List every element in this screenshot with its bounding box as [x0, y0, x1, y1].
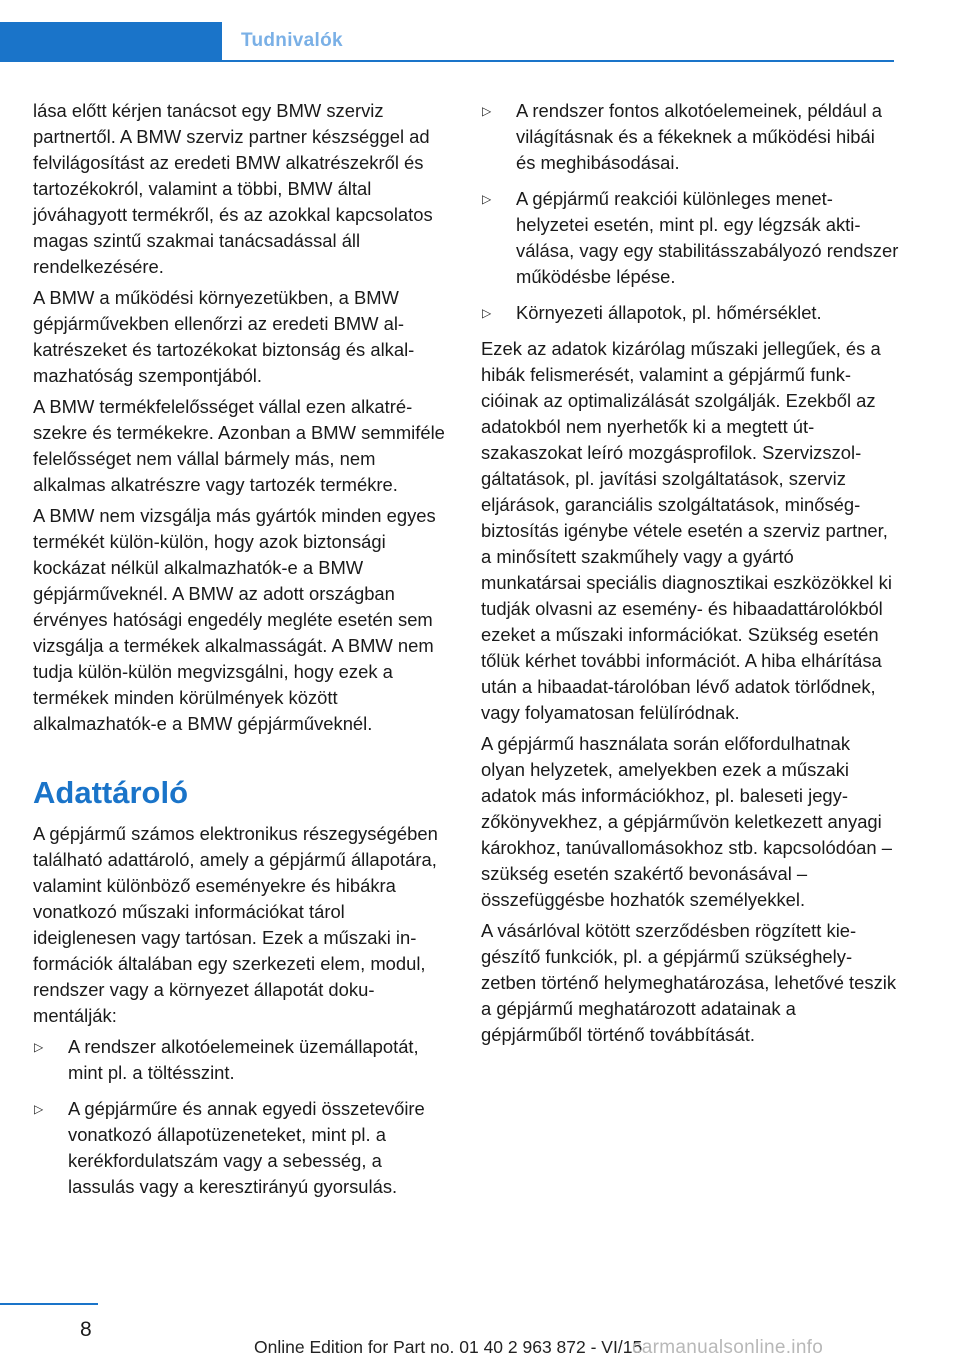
paragraph: Ezek az adatok kizárólag műszaki jellegűek, és a hibák felismerését, valamint a gépjármű funkcióinak az optimalizálását szolgálják. Ezekből az adatokból nem nyerhetők ki a megtett útszakaszokat leíró mozgásprofilok. Szervizszolgáltatások, pl. javítási szolgáltatások, szerviz eljárások, garanciális szolgáltatások, minőségbiztosítás igénybe vétele esetén a szerviz partner, a minősített szakműhely vagy a gyártó munkatársai speciális diagnosztikai eszközökkel ki tudják olvasni az esemény- és hibaadattárolókból ezeket a műszaki információkat. Szükség esetén tőlük kérhet további információt. A hiba elhárítása után a hibaadat-tárolóban lévő adatok törlődnek, vagy folyamatosan felülíródnak. [481, 338, 892, 723]
header-accent-bar [0, 22, 222, 62]
list-item [481, 186, 899, 290]
footer-rule [0, 1303, 98, 1305]
edition-note: Online Edition for Part no. 01 40 2 963 872 - VI/15 [254, 1337, 643, 1357]
paragraph: A BMW nem vizsgálja más gyártók minden egyes termékét külön-külön, hogy azok biztonsági kockázat nélkül alkalmazhatók-e a BMW gépjárműveknél. A BMW az adott országban érvényes hatósági engedély megléte esetén sem vizsgálja a termékek alkalmasságát. A BMW nem tudja külön-külön megvizsgálni, hogy ezek a termékek minden körülmények között alkalmazhatók-e a BMW gépjárműveknél. [33, 505, 436, 734]
list-item-text: A rendszer fontos alkotóelemeinek, például a világításnak és a fékeknek a működési hibái és meghibásodásai. [516, 100, 882, 173]
watermark: carmanualsonline.info [632, 1337, 824, 1358]
triangle-bullet-icon: ▷ [482, 104, 492, 118]
list-item [481, 98, 899, 176]
left-column [33, 98, 451, 1210]
paragraph: A gépjármű számos elektronikus részegységében található adattároló, amely a gépjármű állapotára, valamint különböző eseményekre és hibákra vonatkozó műszaki információkat tárol ideiglenesen vagy tartósan. Ezek a műszaki információk általában egy szerkezeti elem, modul, rendszer vagy a környezet állapotát dokumentálják: [33, 823, 438, 1026]
list-item-text: A gépjármű reakciói különleges menethelyzetei esetén, mint pl. egy légzsák aktiválása, vagy egy stabilitásszabályozó rendszer működésbe lépése. [516, 188, 899, 287]
list-item-text: A gépjárműre és annak egyedi összetevőire vonatkozó állapotüzeneteket, mint pl. a kerékfordulatszám vagy a sebesség, a lassulás vagy a keresztirányú gyorsulás. [68, 1098, 425, 1197]
triangle-bullet-icon: ▷ [482, 192, 492, 206]
triangle-bullet-icon: ▷ [34, 1040, 44, 1054]
list-item [481, 300, 899, 326]
list-item [33, 1034, 451, 1086]
bullet-list [33, 1034, 451, 1200]
bullet-list [481, 98, 899, 326]
paragraph: A vásárlóval kötött szerződésben rögzített kiegészítő funkciók, pl. a gépjármű szükséghelyzetben történő helymeghatározása, lehetővé teszik a gépjármű meghatározott adatainak a gépjárműből történő továbbítását. [481, 920, 897, 1045]
paragraph: A gépjármű használata során előfordulhatnak olyan helyzetek, amelyekben ezek a műszaki adatok más információkhoz, pl. baleseti jegyzőkönyvekhez, a gépjárművön keletkezett anyagi károkhoz, tanúvallomásokhoz stb. kapcsolódóan – szükség esetén szakértő bevonásával – összefüggésbe hozhatók személyekkel. [481, 733, 892, 910]
page-number: 8 [80, 1318, 92, 1341]
list-item-text: Környezeti állapotok, pl. hőmérséklet. [516, 302, 822, 323]
triangle-bullet-icon: ▷ [34, 1102, 44, 1116]
paragraph: A BMW a működési környezetükben, a BMW gépjárművekben ellenőrzi az eredeti BMW alkatrészeket és tartozékokat biztonság és alkalmazhatóság szempontjából. [33, 287, 415, 386]
header-rule [222, 60, 894, 62]
list-item-text: A rendszer alkotóelemeinek üzemállapotát, mint pl. a töltésszint. [68, 1036, 419, 1083]
heading-adattarolo: Adattároló [33, 775, 188, 810]
right-column [481, 98, 899, 1053]
triangle-bullet-icon: ▷ [482, 306, 492, 320]
list-item [33, 1096, 451, 1200]
paragraph: A BMW termékfelelősséget vállal ezen alkatrészekre és termékekre. Azonban a BMW semmiféle felelősséget nem vállal bármely más, nem alkalmas alkatrészre vagy tartozék termékre. [33, 396, 445, 495]
paragraph: lása előtt kérjen tanácsot egy BMW szerviz partnertől. A BMW szerviz partner készséggel ad felvilágosítást az eredeti BMW alkatrészekről és tartozékokról, valamint a többi, BMW által jóváhagyott termékről, és az azokkal kapcsolatos magas szintű szakmai tanácsadással áll rendelkezésére. [33, 100, 433, 277]
section-title: Tudnivalók [241, 30, 343, 51]
